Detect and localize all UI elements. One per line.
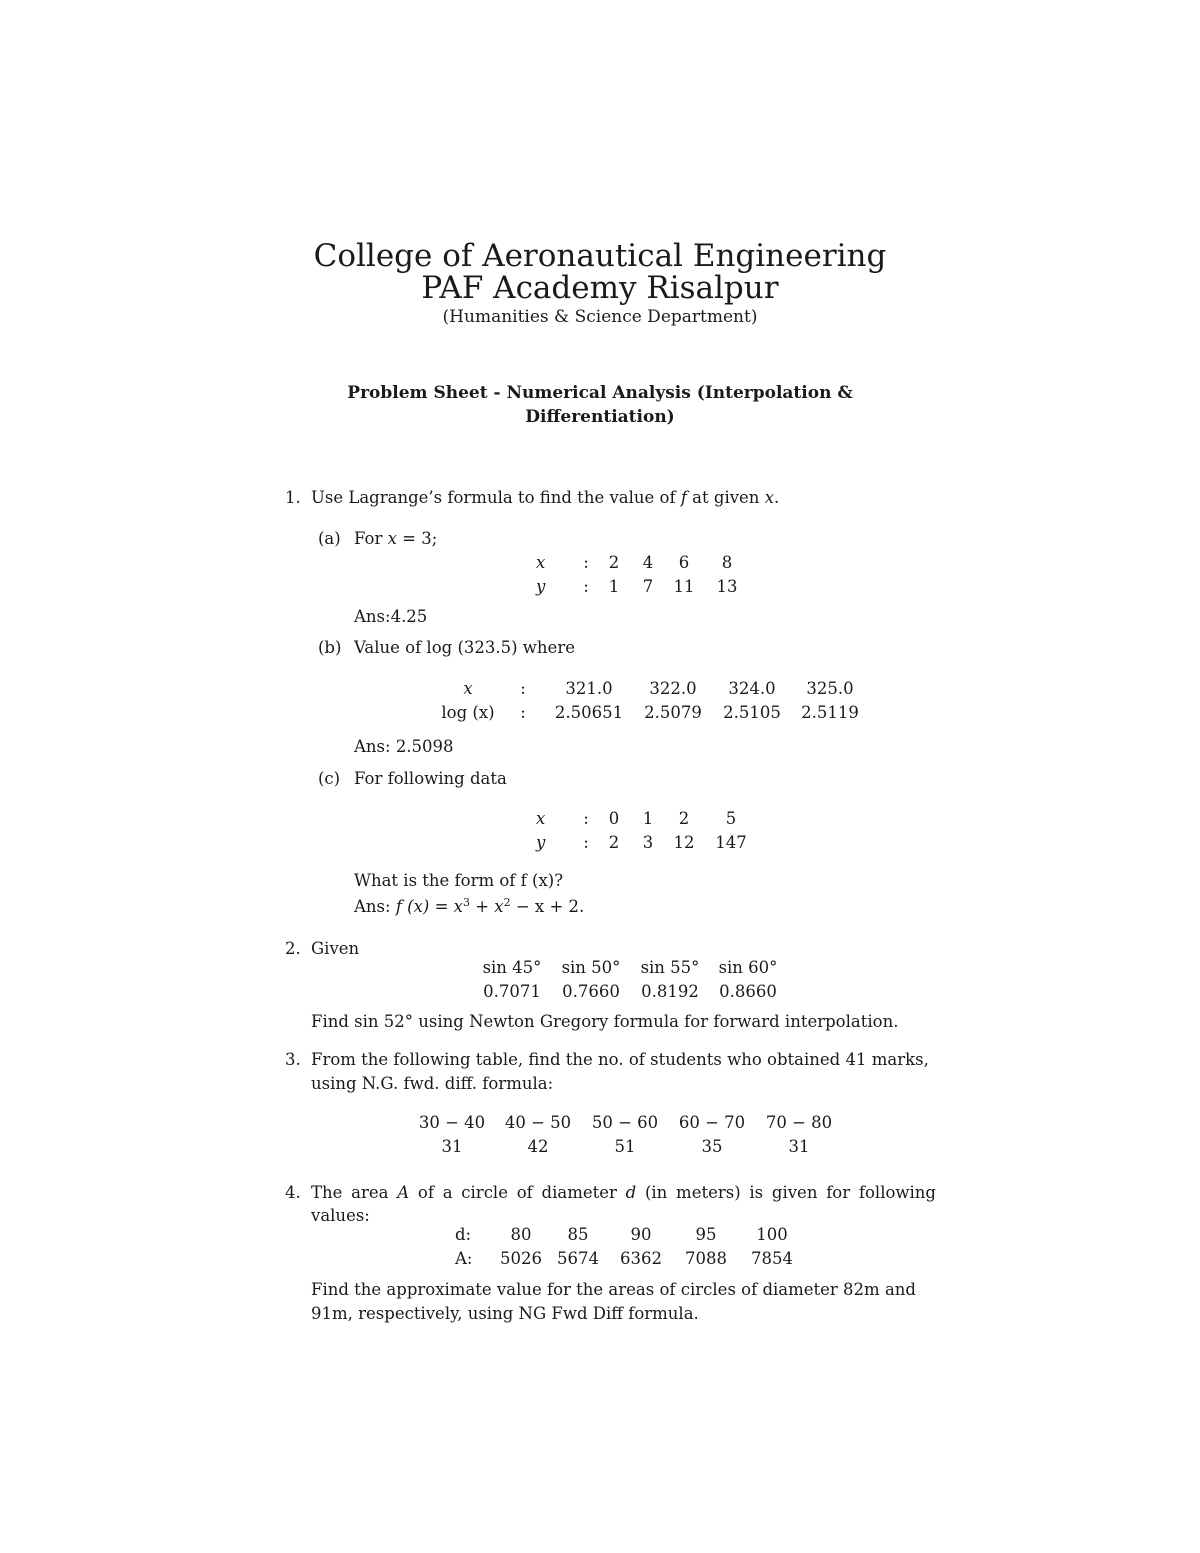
table-cell: 35 bbox=[701, 1136, 723, 1156]
table-cell: 42 bbox=[527, 1136, 549, 1156]
table-cell: 7854 bbox=[751, 1248, 793, 1268]
table-row bbox=[436, 700, 870, 724]
table-header: 30 − 40 bbox=[418, 1112, 486, 1132]
q4-number: 4. bbox=[285, 1183, 301, 1202]
table-cell: 6 bbox=[678, 552, 690, 572]
problem-sheet-title: Problem Sheet - Numerical Analysis (Interpolation & bbox=[347, 383, 853, 403]
table-cell: 5026 bbox=[500, 1248, 542, 1268]
q1-number: 1. bbox=[285, 488, 301, 507]
q1a-text: For x = 3; bbox=[354, 529, 438, 548]
table-cell: 8 bbox=[721, 552, 733, 572]
table-header: 50 − 60 bbox=[591, 1112, 659, 1132]
table-cell: 85 bbox=[567, 1224, 589, 1244]
row-label: x bbox=[536, 552, 546, 572]
table-header: sin 50° bbox=[561, 957, 621, 977]
table-cell: 2 bbox=[608, 552, 620, 572]
academy-title: PAF Academy Risalpur bbox=[421, 270, 779, 306]
q3-line2: using N.G. fwd. diff. formula: bbox=[311, 1074, 554, 1093]
row-sep: : bbox=[583, 832, 589, 852]
table-header: sin 60° bbox=[718, 957, 778, 977]
table-row bbox=[410, 1110, 842, 1134]
q3-number: 3. bbox=[285, 1050, 301, 1069]
table-header: sin 45° bbox=[482, 957, 542, 977]
q1b-answer: Ans: 2.5098 bbox=[354, 737, 454, 756]
q4-find-line2: 91m, respectively, using NG Fwd Diff formula. bbox=[311, 1304, 699, 1323]
row-label: log (x) bbox=[441, 702, 495, 722]
q1a-data-table bbox=[536, 550, 750, 598]
q2-text: Given bbox=[311, 939, 360, 958]
table-cell: 4 bbox=[642, 552, 654, 572]
table-cell: 13 bbox=[716, 576, 738, 596]
table-row bbox=[410, 1134, 842, 1158]
row-label: y bbox=[536, 832, 546, 852]
row-sep: : bbox=[583, 576, 589, 596]
q3-data-table bbox=[410, 1110, 842, 1158]
row-sep: : bbox=[520, 678, 526, 698]
q4-find-line1: Find the approximate value for the areas of circles of diameter 82m and bbox=[311, 1280, 916, 1299]
table-cell: 0.7660 bbox=[562, 981, 620, 1001]
row-label: A: bbox=[455, 1248, 473, 1268]
table-row bbox=[472, 955, 786, 979]
table-row bbox=[436, 676, 870, 700]
q2-find: Find sin 52° using Newton Gregory formula for forward interpolation. bbox=[311, 1012, 899, 1031]
table-cell: 2.5079 bbox=[644, 702, 702, 722]
table-cell: 100 bbox=[756, 1224, 788, 1244]
table-row bbox=[472, 979, 786, 1003]
table-cell: 2 bbox=[678, 808, 690, 828]
table-row bbox=[536, 830, 758, 854]
table-cell: 80 bbox=[510, 1224, 532, 1244]
table-cell: 324.0 bbox=[728, 678, 776, 698]
department-subtitle: (Humanities & Science Department) bbox=[442, 307, 758, 327]
table-header: 60 − 70 bbox=[678, 1112, 746, 1132]
q3-line1: From the following table, find the no. of students who obtained 41 marks, bbox=[311, 1050, 929, 1069]
table-cell: 2.5105 bbox=[723, 702, 781, 722]
q1c-answer: Ans: f $(x) = x^3 + x^2 - x + 2$. bbox=[354, 896, 585, 916]
q1c-question: What is the form of f (x)? bbox=[354, 871, 564, 890]
q2-number: 2. bbox=[285, 939, 301, 958]
row-label: x bbox=[463, 678, 473, 698]
q1c-text: For following data bbox=[354, 769, 507, 788]
q1b-label: (b) bbox=[318, 638, 342, 657]
table-cell: 5 bbox=[725, 808, 737, 828]
table-cell: 0.8192 bbox=[641, 981, 699, 1001]
q4-line2: values: bbox=[311, 1206, 370, 1225]
table-header: 40 − 50 bbox=[504, 1112, 572, 1132]
table-cell: 2.50651 bbox=[554, 702, 624, 722]
table-header: sin 55° bbox=[640, 957, 700, 977]
table-cell: 95 bbox=[695, 1224, 717, 1244]
table-cell: 5674 bbox=[557, 1248, 599, 1268]
table-cell: 0.8660 bbox=[719, 981, 777, 1001]
table-row bbox=[536, 806, 758, 830]
college-title: College of Aeronautical Engineering bbox=[313, 238, 887, 274]
table-row bbox=[455, 1222, 805, 1246]
q1b-text: Value of log (323.5) where bbox=[354, 638, 575, 657]
table-cell: 1 bbox=[608, 576, 620, 596]
table-cell: 1 bbox=[642, 808, 654, 828]
table-cell: 90 bbox=[630, 1224, 652, 1244]
q4-line1: The area A of a circle of diameter d (in meters) is given for following bbox=[311, 1183, 936, 1202]
row-label: d: bbox=[455, 1224, 472, 1244]
table-cell: 322.0 bbox=[649, 678, 697, 698]
table-cell: 7088 bbox=[685, 1248, 727, 1268]
row-sep: : bbox=[583, 808, 589, 828]
row-sep: : bbox=[583, 552, 589, 572]
table-row bbox=[536, 574, 750, 598]
table-row bbox=[536, 550, 750, 574]
q1c-label: (c) bbox=[318, 769, 341, 788]
table-cell: 2 bbox=[608, 832, 620, 852]
table-header: 70 − 80 bbox=[765, 1112, 833, 1132]
row-label: y bbox=[536, 576, 546, 596]
table-cell: 11 bbox=[673, 576, 695, 596]
table-cell: 147 bbox=[715, 832, 747, 852]
q1c-data-table bbox=[536, 806, 758, 854]
table-cell: 6362 bbox=[620, 1248, 662, 1268]
table-cell: 12 bbox=[673, 832, 695, 852]
row-sep: : bbox=[520, 702, 526, 722]
q1a-label: (a) bbox=[318, 529, 341, 548]
q1a-answer: Ans:4.25 bbox=[354, 607, 428, 626]
problem-sheet-title-cont: Differentiation) bbox=[525, 407, 675, 427]
table-cell: 31 bbox=[788, 1136, 810, 1156]
q4-data-table bbox=[455, 1222, 805, 1270]
table-row bbox=[455, 1246, 805, 1270]
q1-text: Use Lagrange’s formula to find the value of f at given x. bbox=[311, 488, 780, 507]
table-cell: 3 bbox=[642, 832, 654, 852]
table-cell: 31 bbox=[441, 1136, 463, 1156]
table-cell: 7 bbox=[642, 576, 654, 596]
table-cell: 51 bbox=[614, 1136, 636, 1156]
table-cell: 2.5119 bbox=[801, 702, 859, 722]
table-cell: 0.7071 bbox=[483, 981, 541, 1001]
q2-data-table bbox=[472, 955, 786, 1003]
table-cell: 321.0 bbox=[565, 678, 613, 698]
table-cell: 0 bbox=[608, 808, 620, 828]
row-label: x bbox=[536, 808, 546, 828]
q1b-data-table bbox=[436, 676, 870, 724]
table-cell: 325.0 bbox=[806, 678, 854, 698]
